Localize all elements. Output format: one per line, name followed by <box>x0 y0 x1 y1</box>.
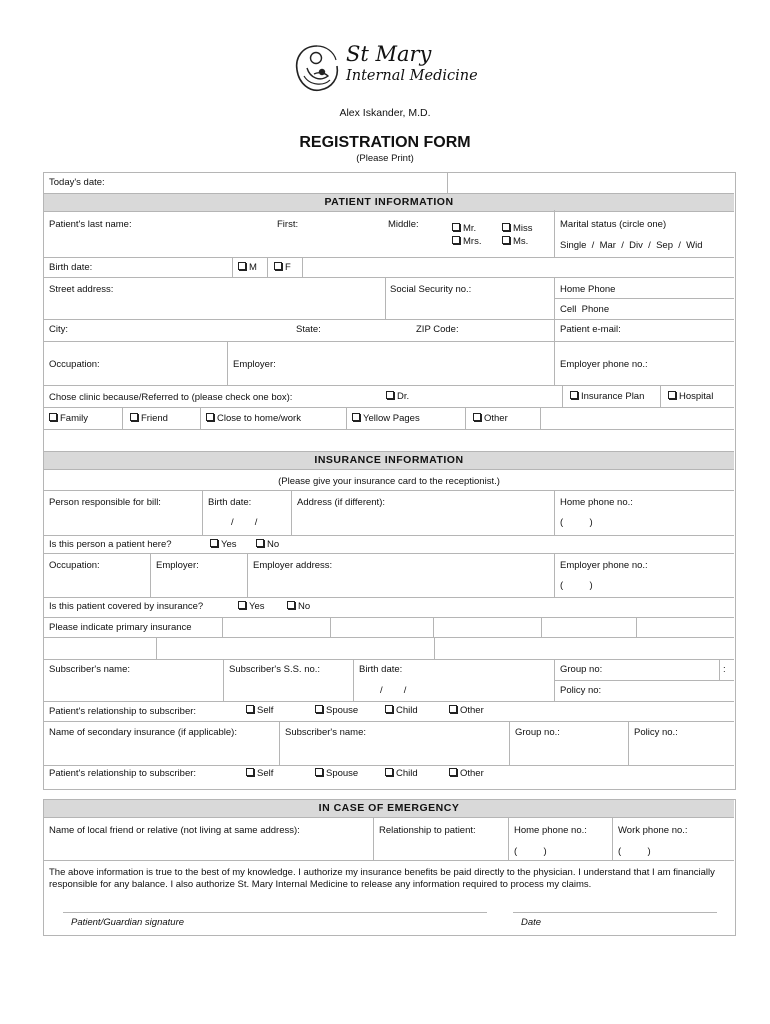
emergency-relationship-label: Relationship to patient: <box>379 825 476 836</box>
emergency-header: IN CASE OF EMERGENCY <box>44 800 734 818</box>
responsible-birth-date-label: Birth date: <box>208 497 252 508</box>
male-checkbox[interactable]: M <box>238 262 257 274</box>
responsible-home-phone-field[interactable]: ( ) <box>560 517 593 528</box>
referral-label: Chose clinic because/Referred to (please check one box): <box>49 392 293 403</box>
zip-code-label: ZIP Code: <box>416 324 459 335</box>
state-label: State: <box>296 324 321 335</box>
secondary-spouse-checkbox[interactable]: Spouse <box>315 768 358 780</box>
birth-date-label: Birth date: <box>49 262 93 273</box>
insurance-card-note: (Please give your insurance card to the receptionist.) <box>278 476 500 487</box>
employer-phone-label: Employer phone no.: <box>560 359 648 370</box>
subscriber-birth-date-field[interactable]: / / <box>380 685 407 696</box>
secondary-subscriber-label: Subscriber's name: <box>285 727 367 738</box>
page-title: REGISTRATION FORM <box>299 134 471 151</box>
secondary-policy-no-label: Policy no.: <box>634 727 678 738</box>
secondary-child-checkbox[interactable]: Child <box>385 768 418 780</box>
emergency-home-phone-field[interactable]: ( ) <box>514 846 547 857</box>
responsible-occupation-label: Occupation: <box>49 560 100 571</box>
secondary-insurance-label: Name of secondary insurance (if applicable): <box>49 727 237 738</box>
ssn-label: Social Security no.: <box>390 284 472 295</box>
other-relationship-checkbox[interactable]: Other <box>449 705 484 717</box>
covered-yes-checkbox[interactable]: Yes <box>238 601 265 613</box>
marital-status-options[interactable]: Single / Mar / Div / Sep / Wid <box>560 240 703 251</box>
first-name-label: First: <box>277 219 299 230</box>
mother-child-logo-icon <box>292 42 342 96</box>
authorization-statement: The above information is true to the best of my knowledge. I authorize my insurance benefits be paid directly to the physician. I understand that I am financially responsible for any balance. I also authorize St. Mary Internal Medicine to release any information required to process my claims. <box>49 867 715 890</box>
yellow-pages-checkbox[interactable]: Yellow Pages <box>352 413 420 425</box>
responsible-employer-label: Employer: <box>156 560 199 571</box>
dr-checkbox[interactable]: Dr. <box>386 391 409 403</box>
secondary-relationship-label: Patient's relationship to subscriber: <box>49 768 197 779</box>
miss-checkbox[interactable]: Miss <box>502 223 533 235</box>
occupation-label: Occupation: <box>49 359 100 370</box>
close-to-home-checkbox[interactable]: Close to home/work <box>206 413 301 425</box>
insurance-plan-checkbox[interactable]: Insurance Plan <box>570 391 644 403</box>
last-name-label: Patient's last name: <box>49 219 132 230</box>
policy-no-label: Policy no: <box>560 685 602 696</box>
employer-address-label: Employer address: <box>253 560 333 571</box>
todays-date-field[interactable] <box>110 175 440 191</box>
middle-name-label: Middle: <box>388 219 419 230</box>
group-no-colon: : <box>723 664 726 675</box>
ms-checkbox[interactable]: Ms. <box>502 236 528 248</box>
female-checkbox[interactable]: F <box>274 262 291 274</box>
subscriber-birth-date-label: Birth date: <box>359 664 403 675</box>
marital-status-label: Marital status (circle one) <box>560 219 667 230</box>
covered-by-insurance-label: Is this patient covered by insurance? <box>49 601 204 612</box>
emergency-contact-label: Name of local friend or relative (not living at same address): <box>49 825 300 836</box>
responsible-home-phone-label: Home phone no.: <box>560 497 633 508</box>
insurance-information-header: INSURANCE INFORMATION <box>44 451 734 470</box>
signature-field[interactable] <box>63 896 487 912</box>
responsible-birth-date-field[interactable]: / / <box>231 517 258 528</box>
patient-email-label: Patient e-mail: <box>560 324 621 335</box>
friend-checkbox[interactable]: Friend <box>130 413 168 425</box>
primary-insurance-label: Please indicate primary insurance <box>49 622 192 633</box>
hospital-checkbox[interactable]: Hospital <box>668 391 713 403</box>
mrs-checkbox[interactable]: Mrs. <box>452 236 481 248</box>
covered-no-checkbox[interactable]: No <box>287 601 310 613</box>
emergency-home-phone-label: Home phone no.: <box>514 825 587 836</box>
emergency-work-phone-label: Work phone no.: <box>618 825 688 836</box>
subscriber-name-label: Subscriber's name: <box>49 664 131 675</box>
logo-line-2: Internal Medicine <box>346 68 478 84</box>
doctor-name: Alex Iskander, M.D. <box>339 107 431 119</box>
responsible-address-label: Address (if different): <box>297 497 386 508</box>
street-address-label: Street address: <box>49 284 114 295</box>
is-patient-label: Is this person a patient here? <box>49 539 172 550</box>
self-checkbox[interactable]: Self <box>246 705 273 717</box>
cell-phone-label: Cell Phone <box>560 304 610 315</box>
logo-line-1: St Mary <box>346 42 432 66</box>
is-patient-no-checkbox[interactable]: No <box>256 539 279 551</box>
family-checkbox[interactable]: Family <box>49 413 88 425</box>
secondary-other-checkbox[interactable]: Other <box>449 768 484 780</box>
emergency-work-phone-field[interactable]: ( ) <box>618 846 651 857</box>
secondary-group-no-label: Group no.: <box>515 727 560 738</box>
child-checkbox[interactable]: Child <box>385 705 418 717</box>
employer-label: Employer: <box>233 359 276 370</box>
clinic-logo <box>292 40 482 98</box>
home-phone-label: Home Phone <box>560 284 616 295</box>
city-label: City: <box>49 324 68 335</box>
responsible-employer-phone-field[interactable]: ( ) <box>560 580 593 591</box>
patient-information-header: PATIENT INFORMATION <box>44 193 734 212</box>
spouse-checkbox[interactable]: Spouse <box>315 705 358 717</box>
subscriber-ssn-label: Subscriber's S.S. no.: <box>229 664 321 675</box>
page-subtitle: (Please Print) <box>356 153 414 164</box>
other-referral-checkbox[interactable]: Other <box>473 413 508 425</box>
relationship-label: Patient's relationship to subscriber: <box>49 706 197 717</box>
todays-date-label: Today's date: <box>49 177 105 188</box>
responsible-employer-phone-label: Employer phone no.: <box>560 560 648 571</box>
group-no-label: Group no: <box>560 664 603 675</box>
mr-checkbox[interactable]: Mr. <box>452 223 476 235</box>
responsible-person-label: Person responsible for bill: <box>49 497 161 508</box>
signature-date-field[interactable] <box>513 896 717 912</box>
date-label: Date <box>521 917 542 928</box>
signature-label: Patient/Guardian signature <box>71 917 185 928</box>
is-patient-yes-checkbox[interactable]: Yes <box>210 539 237 551</box>
secondary-self-checkbox[interactable]: Self <box>246 768 273 780</box>
